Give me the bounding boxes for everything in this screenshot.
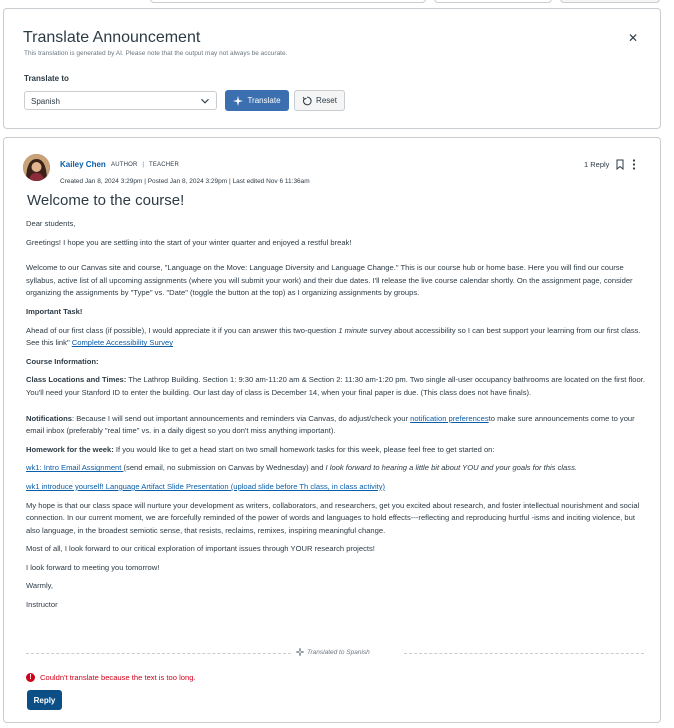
translate-to-label: Translate to <box>24 74 69 83</box>
intro-email-assignment-link[interactable]: wk1: Intro Email Assignment <box>26 463 124 473</box>
error-icon: ! <box>26 673 35 682</box>
paragraph-class-locations: Class Locations and Times: The Lathrop Building. Section 1: 9:30 am-11:20 am & Section 2: 11:30 am-1:20 pm. Two single all-user occupancy bathrooms are located on the first floor. You'll need your Stanford ID to enter the building. Our last day of class is December 14, when your final paper is due. (This class does not have finals). <box>26 375 645 397</box>
action-button-remnant[interactable] <box>560 0 660 3</box>
divider-left <box>26 653 291 654</box>
sparkle-icon <box>233 96 243 106</box>
translated-to-divider <box>26 647 644 659</box>
translated-to-label: Translated to Spanish <box>296 648 370 656</box>
translation-error <box>26 673 196 682</box>
paragraph-notifications: Notifications: Because I will send out important announcements and reminders via Canvas, do adjust/check your notification preferencesto make sure announcements come to your email inbox (preferably "real time" vs. in a daily digest so you don't miss anything important). <box>26 413 635 436</box>
author-name[interactable]: Kailey Chen <box>60 160 106 169</box>
translate-button-label: Translate <box>247 96 281 105</box>
bookmark-icon[interactable] <box>616 159 624 170</box>
reply-count[interactable]: 1 Reply <box>584 160 610 169</box>
chevron-down-icon <box>200 96 210 106</box>
paragraph-meeting: I look forward to meeting you tomorrow! <box>26 562 160 572</box>
paragraph-welcome: Welcome to our Canvas site and course, "Language on the Move: Language Diversity and Language Change." This is our course hub or home base. Here you will find our course syllabus, active list of all upcoming assignments (where you will submit your work) and their due dates. I'll release the live course calendar shortly. On the assignment page, consider organizing the assignments by "Type" vs. "Date" (toggle the button at the top) as I organizing assignments by groups. <box>26 263 633 298</box>
author-roles <box>111 162 179 168</box>
filter-field-remnant[interactable] <box>434 0 552 3</box>
reset-button-label: Reset <box>316 96 337 105</box>
signature: Instructor <box>26 600 58 610</box>
role-separator: | <box>142 162 145 168</box>
course-info-heading: Course Information: <box>26 356 99 366</box>
divider-right <box>404 653 644 654</box>
reset-button[interactable] <box>294 90 345 111</box>
post-body <box>26 218 646 612</box>
paragraph-greetings: Greetings! I hope you are settling into the start of your winter quarter and enjoyed a restful break! <box>26 237 352 247</box>
paragraph-most-of-all: Most of all, I look forward to our critical exploration of important issues through YOUR research projects! <box>26 544 375 554</box>
avatar-photo <box>23 154 50 181</box>
post-timestamps: Created Jan 8, 2024 3:29pm | Posted Jan 8, 2024 3:29pm | Last edited Nov 6 11:36am <box>60 178 310 185</box>
sparkle-icon <box>296 648 304 656</box>
language-select-value: Spanish <box>31 97 60 106</box>
search-field-remnant[interactable] <box>150 0 426 3</box>
notification-preferences-link[interactable]: notification preferences <box>410 413 489 423</box>
paragraph-wk1: wk1: Intro Email Assignment (send email, no submission on Canvas by Wednesday) and I look forward to hearing a little bit about YOU and your goals for this class. <box>26 463 577 473</box>
top-toolbar-remnant <box>0 0 674 6</box>
accessibility-survey-link[interactable]: Complete Accessibility Survey <box>71 338 174 348</box>
translate-panel-title: Translate Announcement <box>23 29 201 46</box>
paragraph-hope: My hope is that our class space will nurture your development as writers, collaborators, and researchers, get you excited about research, and foster intellectual nourishment and social connection. In our current moment, we are forcefully reminded of the power of words and languages to hold effects---reflecting and reproducing hurtful -isms and inciting violence, but also language, in the broadest semiotic sense, that resists, reclaims, remixes, inspiring meaningful change. <box>26 500 640 535</box>
reset-icon <box>302 96 312 106</box>
close-icon[interactable]: ✕ <box>628 31 639 45</box>
paragraph-warmly: Warmly, <box>26 581 53 591</box>
ai-disclaimer: This translation is generated by AI. Please note that the output may not always be accurate. <box>24 50 288 57</box>
more-options-icon[interactable] <box>632 159 636 170</box>
paragraph-survey: Ahead of our first class (if possible), I would appreciate it if you can answer this two-question 1 minute survey about accessibility so I can best support your learning from our first class. See this link" Complete Accessibility Survey <box>26 325 641 348</box>
role-teacher: TEACHER <box>148 162 180 168</box>
announcement-post <box>3 137 661 723</box>
error-message: Couldn't translate because the text is too long. <box>40 673 196 682</box>
paragraph-wk1-slide <box>26 481 646 494</box>
post-title: Welcome to the course! <box>27 192 185 209</box>
paragraph-homework: Homework for the week: If you would like to get a head start on two small homework tasks for this week, please feel free to get started on: <box>26 444 495 454</box>
language-artifact-link[interactable]: wk1 introduce yourself! Language Artifact Slide Presentation (upload slide before Th class, in class activity) <box>26 481 386 491</box>
reply-button[interactable]: Reply <box>27 690 62 710</box>
avatar[interactable] <box>23 154 50 181</box>
role-author: AUTHOR <box>111 162 138 168</box>
important-task-heading: Important Task! <box>26 306 83 316</box>
greeting: Dear students, <box>26 219 76 228</box>
translate-panel <box>3 8 661 129</box>
language-select[interactable] <box>24 91 217 110</box>
translate-button[interactable] <box>225 90 289 111</box>
